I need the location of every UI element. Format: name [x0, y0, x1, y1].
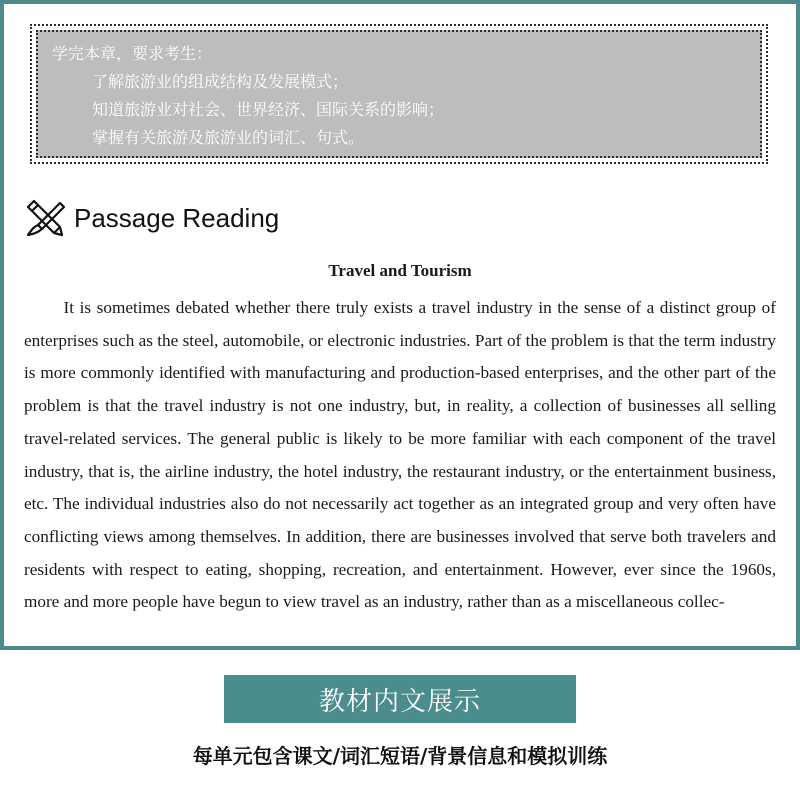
article-title: Travel and Tourism	[328, 261, 472, 280]
article-body: It is sometimes debated whether there truly exists a travel industry in the sense of a distinct group of enterprises such as the steel, automobile, or electronic industries. Part of the problem is that the term industry is more commonly identified with manufacturing and production-based enterprises, and the other part of the problem is that the travel industry is not one industry, but, in reality, a collection of businesses all selling travel-related services. The general public is likely to be more familiar with each component of the travel industry, that is, the airline industry, the hotel industry, the restaurant industry, or the entertainment business, etc. The individual industries also do not necessarily act together as an integrated group and very often have conflicting views among themselves. In addition, there are businesses involved that serve both travelers and residents with respect to eating, shopping, recreation, and entertainment. However, ever since the 1960s, more and more people have begun to view travel as an industry, rather than as a miscellaneous collec-	[24, 298, 776, 612]
objective-item: 了解旅游业的组成结构及发展模式；	[92, 72, 349, 91]
learning-objectives-panel	[36, 30, 762, 158]
banner-label: 教材内文展示	[318, 686, 481, 717]
promo-banner	[224, 675, 576, 723]
promo-caption: 每单元包含课文/词汇短语/背景信息和模拟训练	[192, 744, 608, 768]
objective-item: 掌握有关旅游及旅游业的词汇、句式。	[92, 128, 365, 147]
divider	[0, 646, 800, 650]
pen-and-brush-icon	[24, 197, 66, 239]
objective-item: 知道旅游业对社会、世界经济、国际关系的影响；	[92, 100, 445, 119]
objectives-heading: 学完本章，要求考生：	[52, 44, 213, 63]
section-title: Passage Reading	[74, 202, 280, 233]
section-header	[24, 196, 279, 240]
learning-objectives-box	[30, 24, 768, 164]
